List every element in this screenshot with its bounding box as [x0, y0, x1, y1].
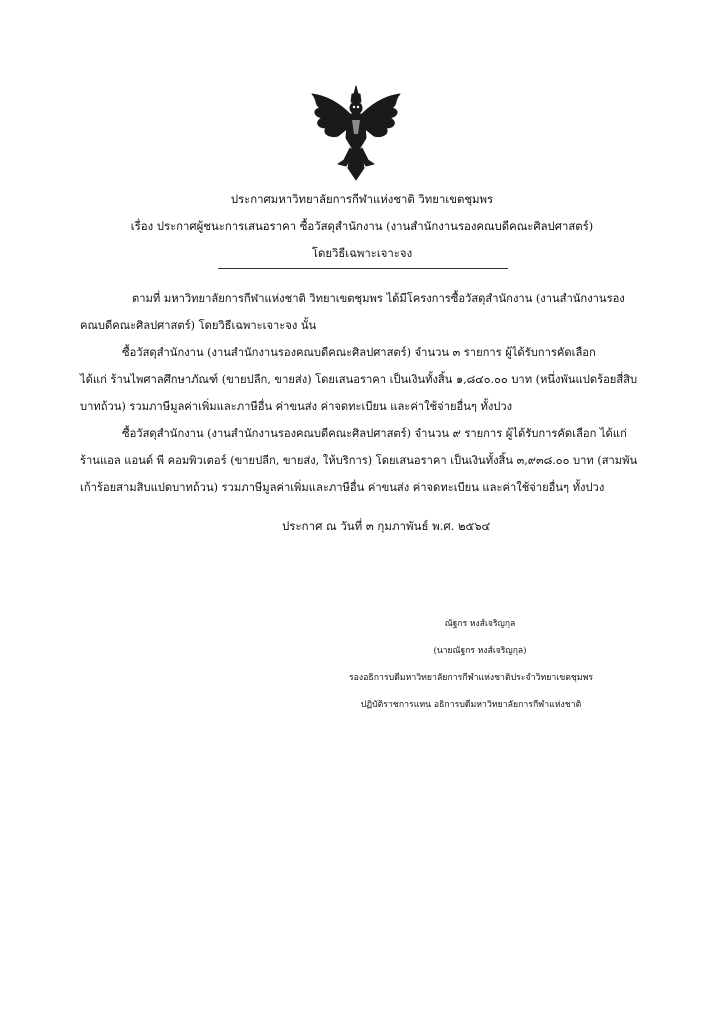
garuda-emblem-icon [300, 84, 412, 184]
announcement-subject: เรื่อง ประกาศผู้ชนะการเสนอราคา ซื้อวัสดุสำนักงาน (งานสำนักงานรองคณบดีคณะศิลปศาสตร์) [130, 219, 594, 233]
announcement-title: ประกาศมหาวิทยาลัยการกีฬาแห่งชาติ วิทยาเขตชุมพร [230, 192, 494, 206]
announcement-date: ประกาศ ณ วันที่ ๓ กุมภาพันธ์ พ.ศ. ๒๕๖๔ [282, 519, 491, 533]
paragraph-2-line-3: บาทถ้วน) รวมภาษีมูลค่าเพิ่มและภาษีอื่น ค่าขนส่ง ค่าจดทะเบียน และค่าใช้จ่ายอื่นๆ ทั้งปวง [80, 400, 513, 413]
signer-acting-position: ปฏิบัติราชการแทน อธิการบดีมหาวิทยาลัยการกีฬาแห่งชาติ [360, 700, 582, 710]
paragraph-2-line-1: ซื้อวัสดุสำนักงาน (งานสำนักงานรองคณบดีคณะศิลปศาสตร์) จำนวน ๓ รายการ ผู้ได้รับการคัดเลือก [122, 346, 596, 359]
header-divider [218, 268, 508, 269]
paragraph-3-line-2: ร้านแอล แอนด์ พี คอมพิวเตอร์ (ขายปลีก, ขายส่ง, ให้บริการ) โดยเสนอราคา เป็นเงินทั้งสิ้น ๓,๙๓๘.๐๐ บาท (สามพัน [80, 454, 638, 467]
signer-position: รองอธิการบดีมหาวิทยาลัยการกีฬาแห่งชาติประจำวิทยาเขตชุมพร [348, 673, 594, 683]
signer-full-name: (นายณัฐกร หงส์เจริญกุล) [433, 646, 527, 656]
paragraph-1-line-1: ตามที่ มหาวิทยาลัยการกีฬาแห่งชาติ วิทยาเขตชุมพร ได้มีโครงการซื้อวัสดุสำนักงาน (งานสำนักงานรอง [132, 292, 625, 305]
paragraph-3-line-3: เก้าร้อยสามสิบแปดบาทถ้วน) รวมภาษีมูลค่าเพิ่มและภาษีอื่น ค่าขนส่ง ค่าจดทะเบียน และค่าใช้จ่ายอื่นๆ ทั้งปวง [80, 481, 605, 494]
procurement-method: โดยวิธีเฉพาะเจาะจง [311, 246, 413, 260]
paragraph-3-line-1: ซื้อวัสดุสำนักงาน (งานสำนักงานรองคณบดีคณะศิลปศาสตร์) จำนวน ๙ รายการ ผู้ได้รับการคัดเลือก ได้แก่ [122, 427, 627, 440]
paragraph-1-line-2: คณบดีคณะศิลปศาสตร์) โดยวิธีเฉพาะเจาะจง นั้น [80, 319, 317, 332]
paragraph-2-line-2: ได้แก่ ร้านไพศาลศึกษาภัณฑ์ (ขายปลีก, ขายส่ง) โดยเสนอราคา เป็นเงินทั้งสิ้น ๑,๘๔๐.๐๐ บาท (หนึ่งพันแปดร้อยสี่สิบ [80, 373, 638, 386]
signer-name: ณัฐกร หงส์เจริญกุล [444, 619, 516, 629]
